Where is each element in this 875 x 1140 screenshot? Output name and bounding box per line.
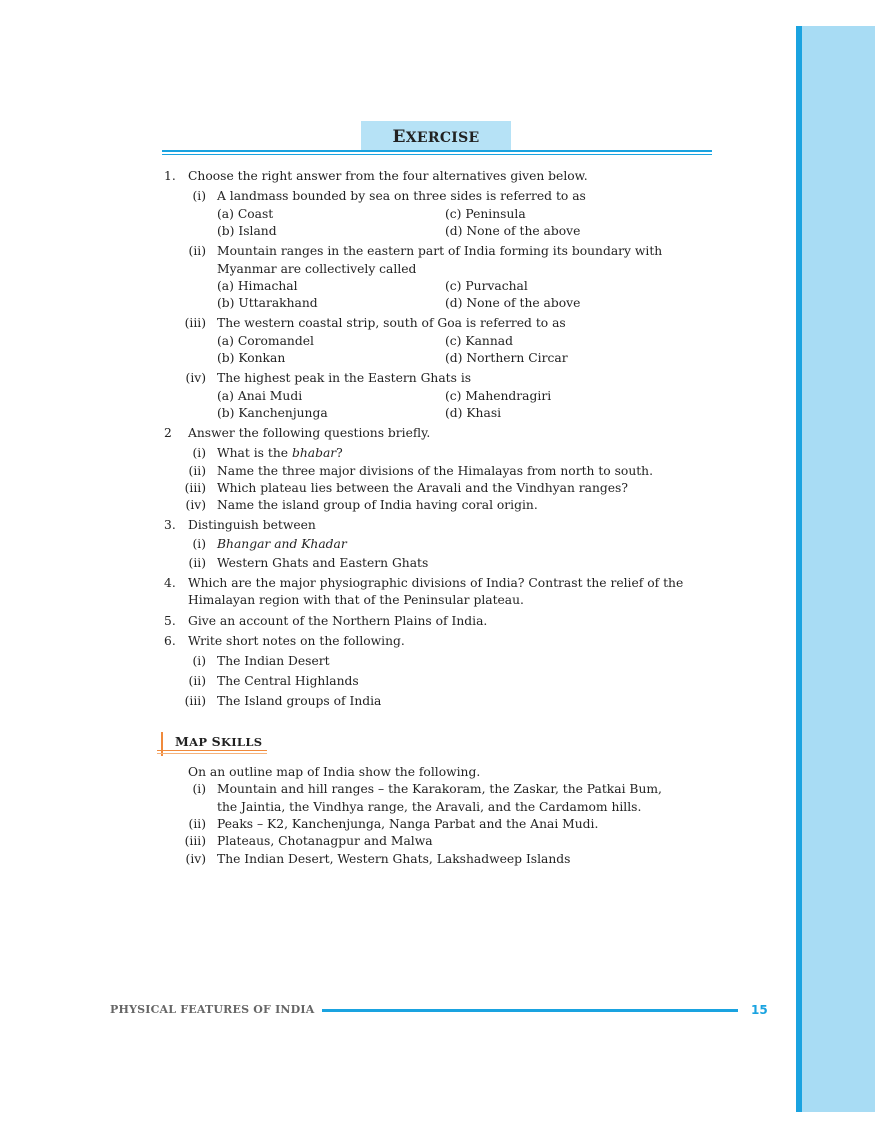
map-ii-roman: (ii)	[188, 817, 206, 831]
q1-i-roman: (i)	[192, 189, 206, 203]
q3-ii-roman: (ii)	[188, 556, 206, 570]
heading-rule	[162, 150, 712, 152]
q2-text: Answer the following questions briefly.	[188, 426, 431, 440]
page-number: 15	[751, 1003, 768, 1017]
q6-ii-text: The Central Highlands	[217, 674, 359, 688]
map-i-text-line2: the Jaintia, the Vindhya range, the Aravali, and the Cardamom hills.	[217, 800, 642, 814]
q1-ii-text-line2: Myanmar are collectively called	[217, 262, 417, 276]
q1-iv-opt-d: (d) Khasi	[445, 406, 502, 420]
q1-iv-roman: (iv)	[185, 371, 206, 385]
q1-ii-opt-b: (b) Uttarakhand	[217, 296, 318, 310]
q3-i-roman: (i)	[192, 537, 206, 551]
q1-iii-opt-d: (d) Northern Circar	[445, 351, 568, 365]
q1-ii-opt-a: (a) Himachal	[217, 279, 298, 293]
q5-number: 5.	[164, 614, 176, 628]
q5-text: Give an account of the Northern Plains of India.	[188, 614, 488, 628]
map-i-text-line1: Mountain and hill ranges – the Karakoram, the Zaskar, the Patkai Bum,	[217, 782, 662, 796]
map-skills-rule-light	[157, 753, 267, 754]
map-iv-text: The Indian Desert, Western Ghats, Lakshadweep Islands	[217, 852, 571, 866]
q1-i-opt-a: (a) Coast	[217, 207, 274, 221]
q6-text: Write short notes on the following.	[188, 634, 405, 648]
map-iii-text: Plateaus, Chotanagpur and Malwa	[217, 834, 433, 848]
q3-text: Distinguish between	[188, 518, 316, 532]
q1-i-opt-b: (b) Island	[217, 224, 277, 238]
q1-i-text: A landmass bounded by sea on three sides is referred to as	[217, 189, 586, 203]
map-iv-roman: (iv)	[185, 852, 206, 866]
q1-iv-opt-c: (c) Mahendragiri	[445, 389, 552, 403]
q2-i-text: What is the bhabar?	[217, 446, 343, 460]
q4-text-line1: Which are the major physiographic divisions of India? Contrast the relief of the	[188, 576, 684, 590]
map-skills-heading: MAP SKILLS	[175, 734, 263, 749]
q1-ii-opt-d: (d) None of the above	[445, 296, 581, 310]
q1-iv-opt-b: (b) Kanchenjunga	[217, 406, 328, 420]
q3-ii-text: Western Ghats and Eastern Ghats	[217, 556, 429, 570]
q1-iii-text: The western coastal strip, south of Goa is referred to as	[217, 316, 566, 330]
q6-i-text: The Indian Desert	[217, 654, 330, 668]
q2-iii-roman: (iii)	[184, 481, 206, 495]
q2-ii-roman: (ii)	[188, 464, 206, 478]
q2-i-roman: (i)	[192, 446, 206, 460]
q1-iii-opt-c: (c) Kannad	[445, 334, 513, 348]
map-iii-roman: (iii)	[184, 834, 206, 848]
q6-iii-roman: (iii)	[184, 694, 206, 708]
q6-i-roman: (i)	[192, 654, 206, 668]
side-band	[796, 26, 875, 1112]
exercise-heading: EXERCISE	[361, 121, 511, 150]
q6-ii-roman: (ii)	[188, 674, 206, 688]
q6-iii-text: The Island groups of India	[217, 694, 382, 708]
map-intro: On an outline map of India show the following.	[188, 765, 481, 779]
map-i-roman: (i)	[192, 782, 206, 796]
q4-text-line2: Himalayan region with that of the Peninsular plateau.	[188, 593, 524, 607]
heading-rule-thin	[162, 154, 712, 155]
q1-iv-text: The highest peak in the Eastern Ghats is	[217, 371, 472, 385]
q3-i-text: Bhangar and Khadar	[217, 537, 347, 551]
q4-number: 4.	[164, 576, 176, 590]
q2-iv-roman: (iv)	[185, 498, 206, 512]
q1-iii-opt-a: (a) Coromandel	[217, 334, 314, 348]
q2-number: 2	[164, 426, 172, 440]
q1-iii-opt-b: (b) Konkan	[217, 351, 286, 365]
q1-ii-roman: (ii)	[188, 244, 206, 258]
footer-rule	[322, 1009, 738, 1012]
q1-ii-opt-c: (c) Purvachal	[445, 279, 528, 293]
q1-i-opt-d: (d) None of the above	[445, 224, 581, 238]
q3-number: 3.	[164, 518, 176, 532]
map-ii-text: Peaks – K2, Kanchenjunga, Nanga Parbat and the Anai Mudi.	[217, 817, 599, 831]
footer-chapter-title: PHYSICAL FEATURES OF INDIA	[110, 1003, 315, 1016]
q2-iv-text: Name the island group of India having coral origin.	[217, 498, 538, 512]
q6-number: 6.	[164, 634, 176, 648]
q1-ii-text-line1: Mountain ranges in the eastern part of India forming its boundary with	[217, 244, 663, 258]
map-skills-rule	[157, 750, 267, 751]
q1-i-opt-c: (c) Peninsula	[445, 207, 526, 221]
q1-text: Choose the right answer from the four alternatives given below.	[188, 169, 588, 183]
q2-iii-text: Which plateau lies between the Aravali and the Vindhyan ranges?	[217, 481, 628, 495]
q1-number: 1.	[164, 169, 176, 183]
q2-ii-text: Name the three major divisions of the Himalayas from north to south.	[217, 464, 654, 478]
q1-iv-opt-a: (a) Anai Mudi	[217, 389, 303, 403]
q1-iii-roman: (iii)	[184, 316, 206, 330]
